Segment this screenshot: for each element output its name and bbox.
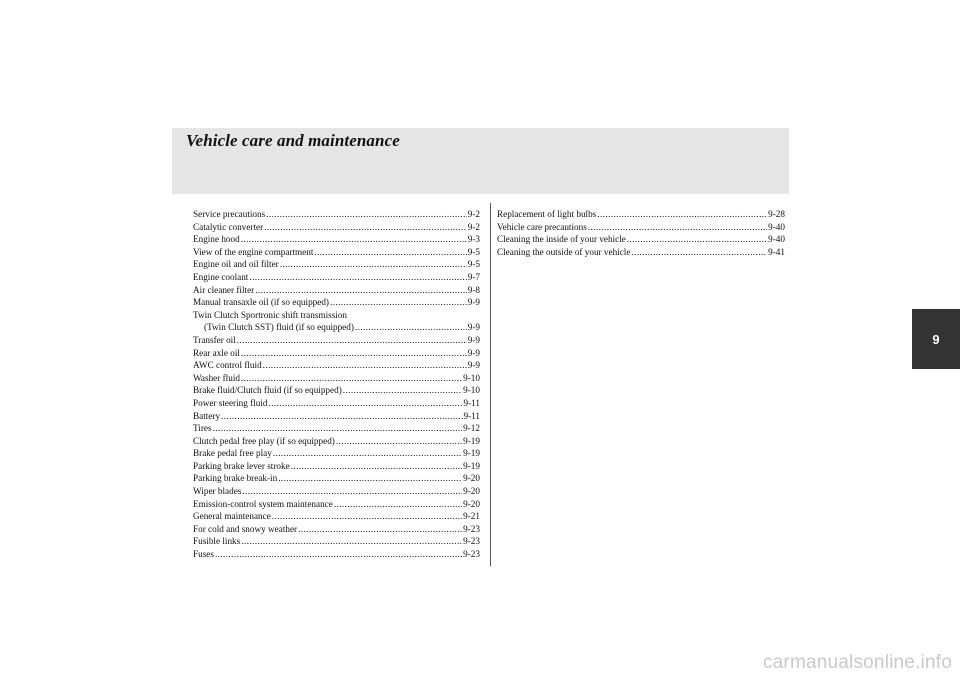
- toc-entry-power-steering-fluid[interactable]: Power steering fluid ..... 9-11: [193, 397, 480, 410]
- watermark-text: carmanualsonline.info: [762, 652, 952, 673]
- toc-entry-washer-fluid[interactable]: Washer fluid ..... 9-10: [193, 372, 480, 385]
- toc-left-column: [193, 208, 480, 561]
- toc-entry-general-maintenance[interactable]: General maintenance ..... 9-21: [193, 510, 480, 523]
- chapter-number-tab: 9: [912, 309, 960, 369]
- toc-right-column: [497, 208, 785, 258]
- toc-entry-tires[interactable]: Tires ..... 9-12: [193, 422, 480, 435]
- toc-entry-awc-control-fluid[interactable]: AWC control fluid ..... 9-9: [193, 359, 480, 372]
- toc-entry-engine-compartment[interactable]: View of the engine compartment ..... 9-5: [193, 246, 480, 259]
- toc-entry-brake-fluid[interactable]: Brake fluid/Clutch fluid (if so equipped) ..... 9-10: [193, 384, 480, 397]
- toc-entry-fuses[interactable]: Fuses ..... 9-23: [193, 548, 480, 561]
- column-divider: [490, 203, 491, 566]
- toc-entry-engine-oil[interactable]: Engine oil and oil filter ..... 9-5: [193, 258, 480, 271]
- toc-entry-brake-pedal[interactable]: Brake pedal free play ..... 9-19: [193, 447, 480, 460]
- toc-entry-engine-hood[interactable]: Engine hood ..... 9-3: [193, 233, 480, 246]
- toc-entry-cleaning-outside[interactable]: Cleaning the outside of your vehicle ..... 9-41: [497, 246, 785, 259]
- toc-entry-parking-brake-lever[interactable]: Parking brake lever stroke ..... 9-19: [193, 460, 480, 473]
- toc-entry-catalytic-converter[interactable]: Catalytic converter ..... 9-2: [193, 221, 480, 234]
- toc-entry-twin-clutch-line2[interactable]: (Twin Clutch SST) fluid (if so equipped) ..... 9-9: [193, 321, 480, 334]
- toc-entry-twin-clutch-line1[interactable]: Twin Clutch Sportronic shift transmission: [193, 309, 348, 320]
- toc-entry-cleaning-inside[interactable]: Cleaning the inside of your vehicle ..... 9-40: [497, 233, 785, 246]
- toc-entry-clutch-pedal[interactable]: Clutch pedal free play (if so equipped) ..... 9-19: [193, 435, 480, 448]
- toc-entry-emission-control[interactable]: Emission-control system maintenance ..... 9-20: [193, 498, 480, 511]
- toc-entry-rear-axle-oil[interactable]: Rear axle oil ..... 9-9: [193, 347, 480, 360]
- toc-entry-vehicle-care-precautions[interactable]: Vehicle care precautions ..... 9-40: [497, 221, 785, 234]
- toc-entry-wiper-blades[interactable]: Wiper blades ..... 9-20: [193, 485, 480, 498]
- toc-entry-manual-transaxle-oil[interactable]: Manual transaxle oil (if so equipped) ..... 9-9: [193, 296, 480, 309]
- toc-entry-air-cleaner[interactable]: Air cleaner filter ..... 9-8: [193, 284, 480, 297]
- toc-entry-transfer-oil[interactable]: Transfer oil ..... 9-9: [193, 334, 480, 347]
- chapter-title: Vehicle care and maintenance: [186, 131, 400, 150]
- toc-entry-fusible-links[interactable]: Fusible links ..... 9-23: [193, 535, 480, 548]
- toc-entry-light-bulbs[interactable]: Replacement of light bulbs ..... 9-28: [497, 208, 785, 221]
- toc-entry-battery[interactable]: Battery ..... 9-11: [193, 410, 480, 423]
- toc-entry-parking-brake-breakin[interactable]: Parking brake break-in ..... 9-20: [193, 472, 480, 485]
- toc-entry-cold-snowy-weather[interactable]: For cold and snowy weather ..... 9-23: [193, 523, 480, 536]
- chapter-header: [172, 128, 789, 194]
- toc-entry-service-precautions[interactable]: Service precautions ..... 9-2: [193, 208, 480, 221]
- toc-entry-engine-coolant[interactable]: Engine coolant ..... 9-7: [193, 271, 480, 284]
